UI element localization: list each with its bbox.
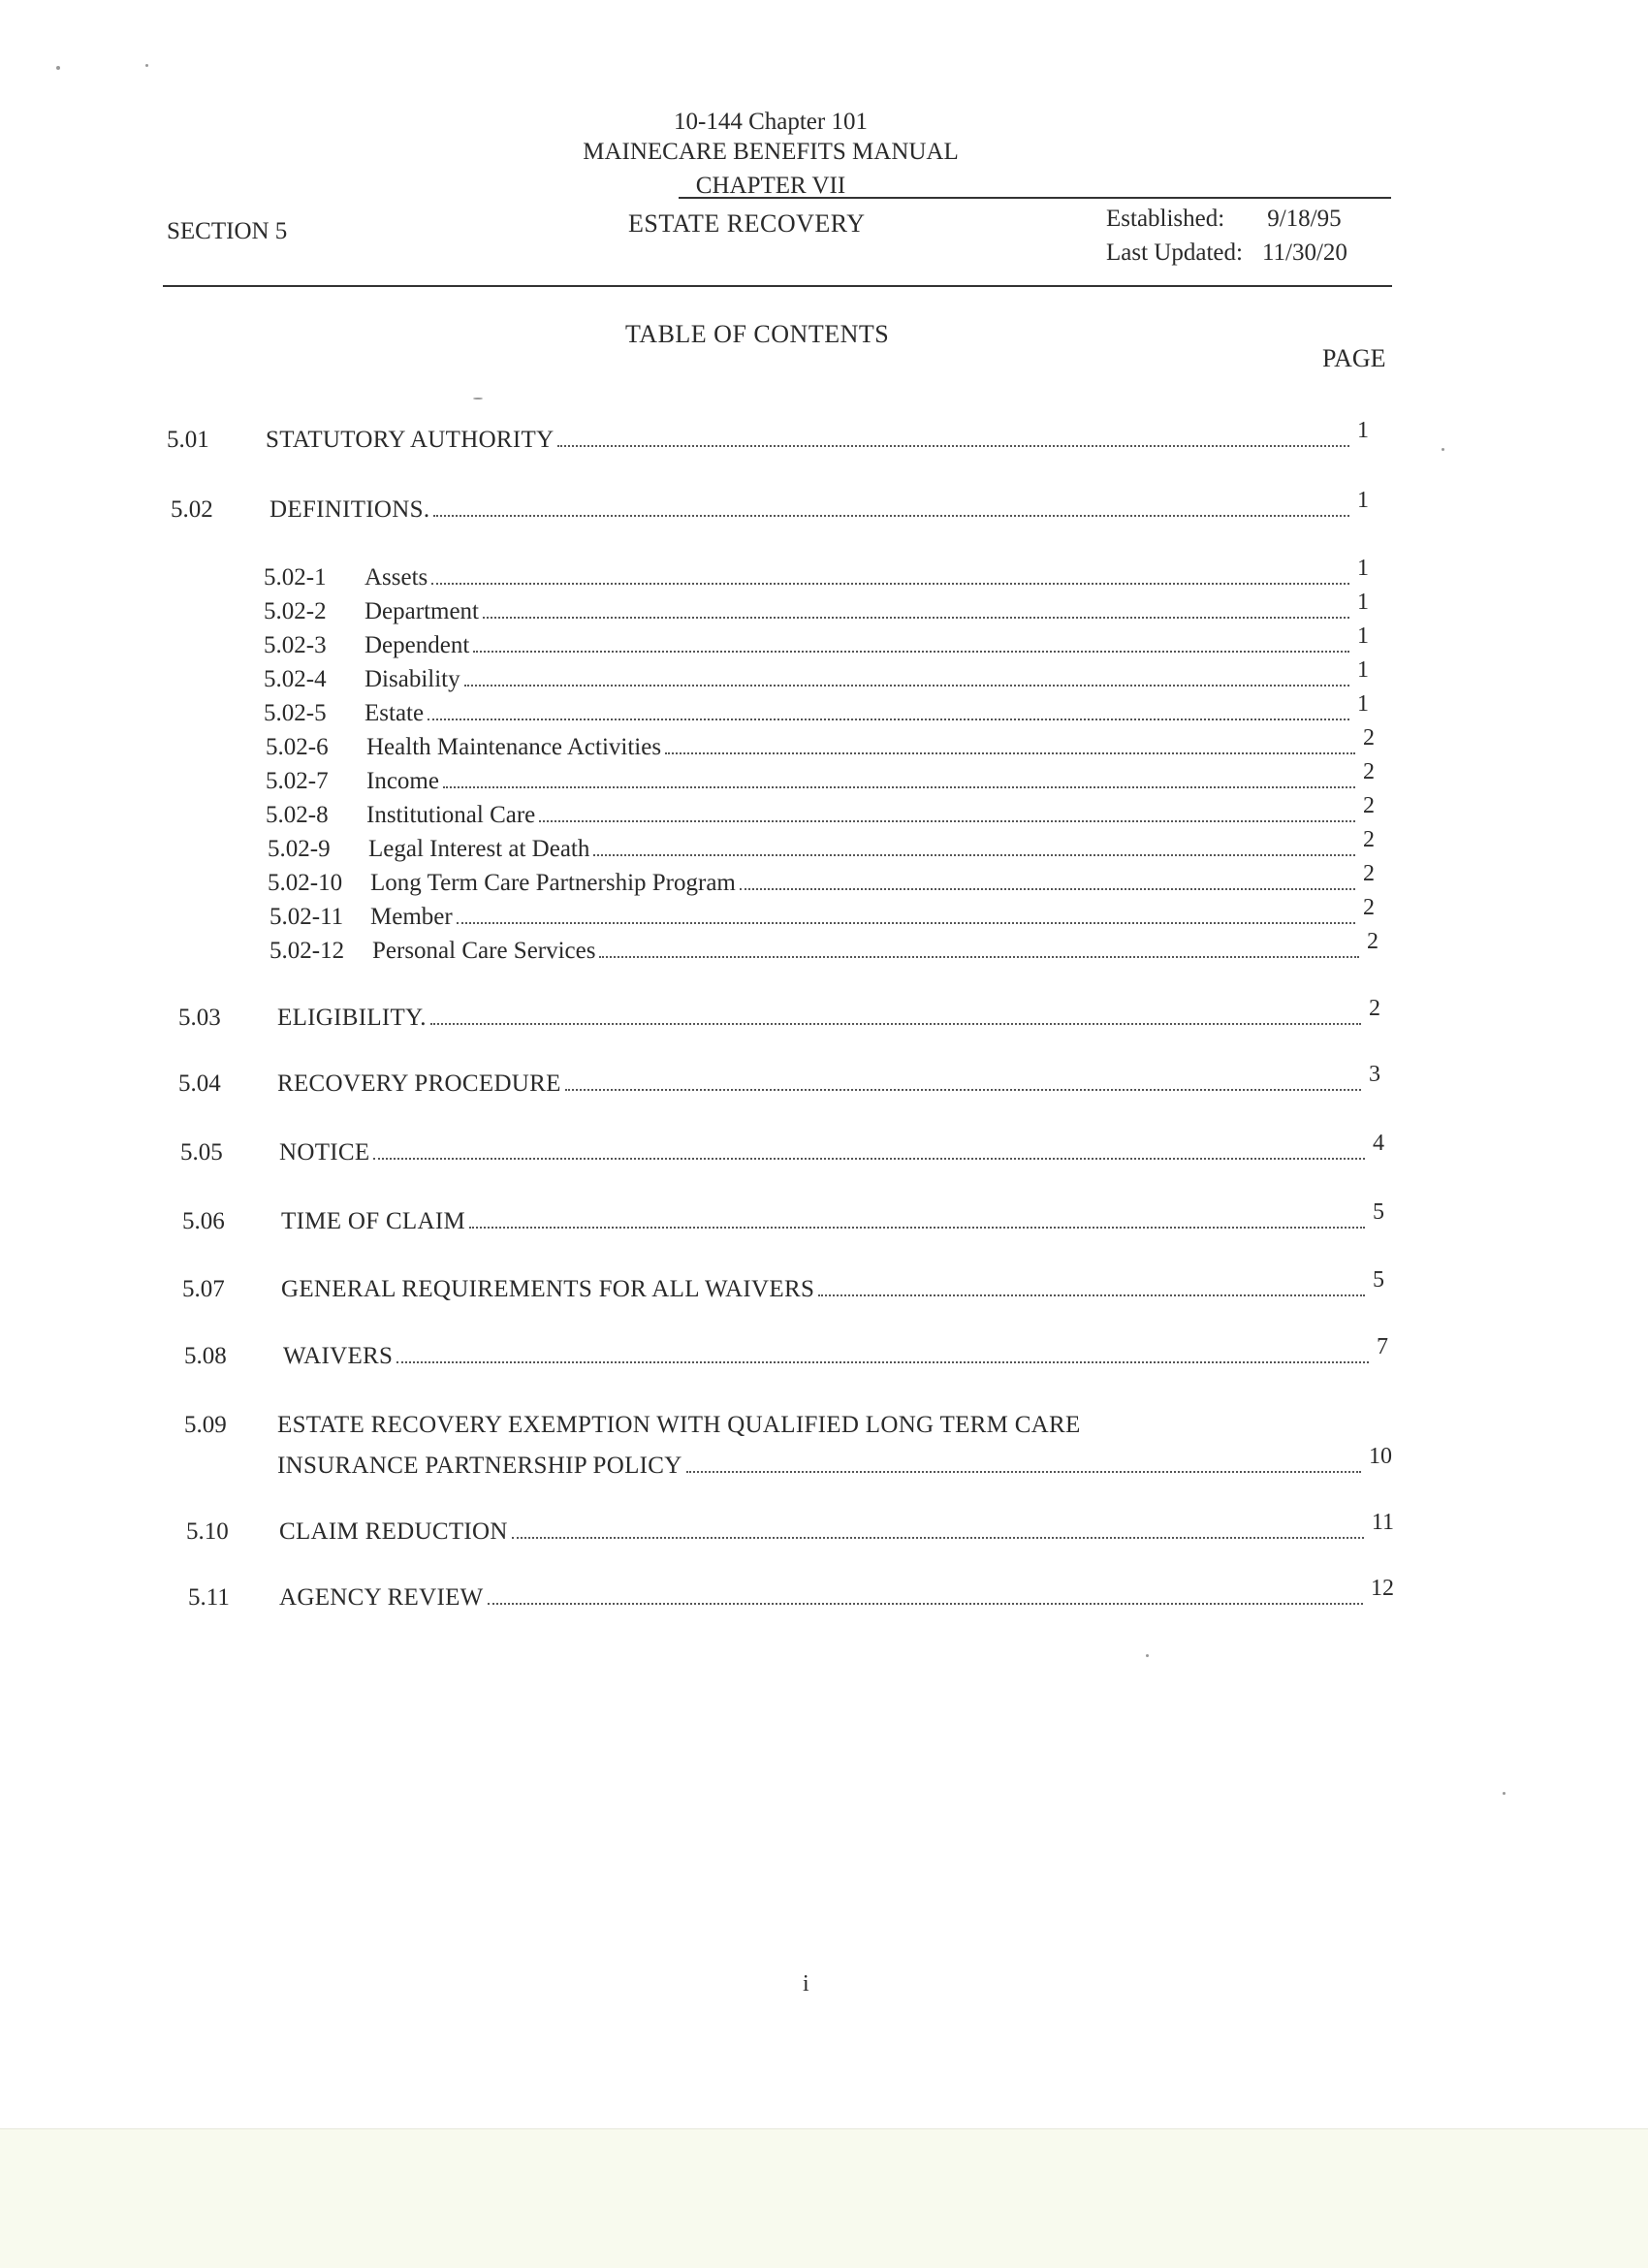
leader-dots bbox=[483, 617, 1349, 619]
header-chapter-code: 10-144 Chapter 101 bbox=[674, 109, 868, 135]
toc-entry-number: 5.05 bbox=[180, 1139, 223, 1166]
toc-entry-label: Dependent bbox=[364, 632, 470, 658]
toc-entry-number: 5.02-6 bbox=[266, 734, 329, 760]
toc-entry-label: DEFINITIONS. bbox=[269, 496, 430, 523]
leader-dots bbox=[464, 685, 1349, 687]
leader-dots bbox=[469, 1227, 1365, 1229]
toc-entry-number: 5.02-1 bbox=[264, 564, 327, 591]
toc-entry-page: 1 bbox=[1357, 556, 1369, 581]
toc-subentry[interactable] bbox=[268, 827, 1375, 863]
scan-speck bbox=[1503, 1792, 1505, 1795]
leader-dots bbox=[599, 956, 1359, 958]
toc-entry-number: 5.10 bbox=[186, 1518, 229, 1545]
toc-entry-label: Long Term Care Partnership Program bbox=[370, 870, 736, 896]
toc-entry-number: 5.02-12 bbox=[269, 938, 345, 964]
toc-entry-label: Assets bbox=[364, 564, 428, 591]
scan-speck bbox=[56, 66, 60, 70]
leader-dots bbox=[396, 1361, 1369, 1363]
toc-entry[interactable] bbox=[178, 996, 1380, 1032]
toc-entry-label: GENERAL REQUIREMENTS FOR ALL WAIVERS bbox=[281, 1276, 815, 1302]
toc-entry-label: Personal Care Services bbox=[372, 938, 596, 964]
toc-entry-page: 2 bbox=[1367, 929, 1379, 954]
scan-speck bbox=[473, 398, 483, 399]
toc-subentry[interactable] bbox=[264, 590, 1369, 625]
toc-entry[interactable] bbox=[180, 1131, 1384, 1166]
leader-dots bbox=[431, 583, 1349, 585]
toc-entry-label: WAIVERS bbox=[283, 1343, 394, 1369]
toc-entry[interactable] bbox=[182, 1267, 1384, 1303]
established-label: Established: bbox=[1106, 206, 1225, 232]
toc-entry-label: Income bbox=[366, 768, 439, 794]
toc-entry-number: 5.02-8 bbox=[266, 802, 329, 828]
leader-dots bbox=[473, 651, 1349, 653]
toc-entry[interactable] bbox=[188, 1576, 1394, 1612]
header-bottom-rule bbox=[163, 285, 1392, 287]
toc-entry-page: 12 bbox=[1371, 1576, 1394, 1601]
toc-entry-label: NOTICE bbox=[279, 1139, 370, 1166]
toc-entry[interactable] bbox=[167, 418, 1369, 454]
toc-entry-page: 2 bbox=[1363, 793, 1375, 818]
toc-subentry[interactable] bbox=[269, 895, 1375, 931]
toc-entry-number: 5.02-9 bbox=[268, 836, 331, 862]
scan-speck bbox=[1442, 448, 1444, 451]
toc-entry-line2 bbox=[277, 1444, 1392, 1480]
toc-entry[interactable] bbox=[184, 1334, 1388, 1370]
scanner-bed-margin bbox=[0, 2128, 1648, 2268]
leader-dots bbox=[740, 888, 1355, 890]
toc-entry-page: 1 bbox=[1357, 623, 1369, 649]
toc-entry-label: RECOVERY PROCEDURE bbox=[277, 1070, 561, 1097]
toc-entry-label: Estate bbox=[364, 700, 425, 726]
toc-entry-label: AGENCY REVIEW bbox=[279, 1584, 484, 1611]
toc-subentry[interactable] bbox=[268, 861, 1375, 897]
toc-entry-label: CLAIM REDUCTION bbox=[279, 1518, 508, 1545]
toc-entry-page: 1 bbox=[1357, 657, 1369, 683]
toc-entry-label: TIME OF CLAIM bbox=[281, 1208, 466, 1234]
toc-entry[interactable] bbox=[182, 1199, 1384, 1235]
toc-subentry[interactable] bbox=[269, 929, 1379, 965]
leader-dots bbox=[665, 752, 1355, 754]
toc-entry-number: 5.02-10 bbox=[268, 870, 343, 896]
toc-entry-page: 7 bbox=[1377, 1334, 1388, 1359]
toc-entry-page: 11 bbox=[1371, 1510, 1394, 1535]
toc-entry-page: 1 bbox=[1357, 418, 1369, 443]
toc-entry-page: 2 bbox=[1369, 996, 1380, 1021]
leader-dots bbox=[428, 719, 1349, 720]
leader-dots bbox=[457, 922, 1355, 924]
toc-entry-number: 5.02-5 bbox=[264, 700, 327, 726]
toc-entry-label-line1: ESTATE RECOVERY EXEMPTION WITH QUALIFIED LONG TERM CARE bbox=[277, 1412, 1081, 1438]
toc-subentry[interactable] bbox=[266, 725, 1375, 761]
leader-dots bbox=[593, 854, 1355, 856]
toc-entry-page: 1 bbox=[1357, 488, 1369, 513]
toc-entry-page: 2 bbox=[1363, 827, 1375, 852]
toc-entry-page: 4 bbox=[1373, 1131, 1384, 1156]
updated-value: 11/30/20 bbox=[1261, 240, 1347, 266]
updated-label: Last Updated: bbox=[1106, 240, 1243, 266]
toc-entry-label: ELIGIBILITY. bbox=[277, 1005, 427, 1031]
header-manual-title: MAINECARE BENEFITS MANUAL bbox=[583, 139, 959, 165]
toc-entry-page: 1 bbox=[1357, 691, 1369, 717]
toc-entry-label: Member bbox=[370, 904, 453, 930]
toc-entry[interactable] bbox=[186, 1510, 1394, 1546]
header-chapter: CHAPTER VII bbox=[695, 173, 846, 199]
toc-entry-page: 2 bbox=[1363, 759, 1375, 784]
leader-dots bbox=[430, 1023, 1361, 1025]
leader-dots bbox=[818, 1294, 1365, 1296]
toc-title: TABLE OF CONTENTS bbox=[625, 320, 890, 348]
toc-subentry[interactable] bbox=[264, 556, 1369, 591]
toc-entry-page: 10 bbox=[1369, 1444, 1392, 1469]
toc-entry-label-line2: INSURANCE PARTNERSHIP POLICY bbox=[277, 1453, 682, 1479]
toc-entry-page: 5 bbox=[1373, 1199, 1384, 1225]
header-top-rule bbox=[679, 197, 1391, 199]
toc-entry-number: 5.06 bbox=[182, 1208, 225, 1234]
established-value: 9/18/95 bbox=[1267, 206, 1342, 232]
toc-entry-label: Legal Interest at Death bbox=[368, 836, 590, 862]
leader-dots bbox=[512, 1537, 1364, 1539]
toc-entry[interactable] bbox=[178, 1062, 1380, 1098]
toc-entry-number: 5.08 bbox=[184, 1343, 227, 1369]
leader-dots bbox=[565, 1089, 1361, 1091]
page-number: i bbox=[803, 1971, 809, 1996]
toc-entry[interactable] bbox=[171, 488, 1369, 524]
toc-entry-page: 5 bbox=[1373, 1267, 1384, 1293]
toc-entry-number: 5.02-2 bbox=[264, 598, 327, 624]
toc-entry-page: 3 bbox=[1369, 1062, 1380, 1087]
leader-dots bbox=[433, 515, 1349, 517]
leader-dots bbox=[686, 1471, 1361, 1473]
toc-entry-page: 2 bbox=[1363, 725, 1375, 751]
date-block bbox=[1106, 202, 1347, 270]
toc-subentry[interactable] bbox=[264, 623, 1369, 659]
toc-entry-label: Health Maintenance Activities bbox=[366, 734, 662, 760]
leader-dots bbox=[557, 445, 1349, 447]
toc-entry-label: STATUTORY AUTHORITY bbox=[266, 427, 555, 453]
toc-entry-number: 5.07 bbox=[182, 1276, 225, 1302]
toc-entry-number: 5.02 bbox=[171, 496, 213, 523]
scan-speck bbox=[1146, 1654, 1149, 1657]
toc-entry-number: 5.01 bbox=[167, 427, 209, 453]
toc-entry-page: 2 bbox=[1363, 895, 1375, 920]
toc-entry-number: 5.04 bbox=[178, 1070, 221, 1097]
leader-dots bbox=[443, 786, 1355, 788]
scan-speck bbox=[145, 64, 148, 67]
toc-entry-number: 5.02-11 bbox=[269, 904, 344, 930]
toc-entry-label: Institutional Care bbox=[366, 802, 536, 828]
toc-entry-label: Disability bbox=[364, 666, 460, 692]
toc-subentry[interactable] bbox=[266, 793, 1375, 829]
section-title: ESTATE RECOVERY bbox=[628, 209, 866, 238]
toc-subentry[interactable] bbox=[264, 691, 1369, 727]
page-column-heading: PAGE bbox=[1322, 344, 1386, 372]
toc-entry[interactable] bbox=[184, 1412, 1396, 1489]
toc-entry-number: 5.02-4 bbox=[264, 666, 327, 692]
toc-subentry[interactable] bbox=[264, 657, 1369, 693]
toc-entry-page: 1 bbox=[1357, 590, 1369, 615]
toc-entry-number: 5.02-3 bbox=[264, 632, 327, 658]
toc-entry-number: 5.02-7 bbox=[266, 768, 329, 794]
leader-dots bbox=[539, 820, 1355, 822]
toc-entry-number: 5.09 bbox=[184, 1412, 227, 1438]
section-label: SECTION 5 bbox=[167, 218, 288, 244]
toc-entry-page: 2 bbox=[1363, 861, 1375, 886]
toc-subentry[interactable] bbox=[266, 759, 1375, 795]
leader-dots bbox=[373, 1158, 1365, 1160]
leader-dots bbox=[488, 1603, 1363, 1605]
toc-entry-number: 5.11 bbox=[188, 1584, 230, 1611]
toc-entry-label: Department bbox=[364, 598, 480, 624]
toc-entry-number: 5.03 bbox=[178, 1005, 221, 1031]
